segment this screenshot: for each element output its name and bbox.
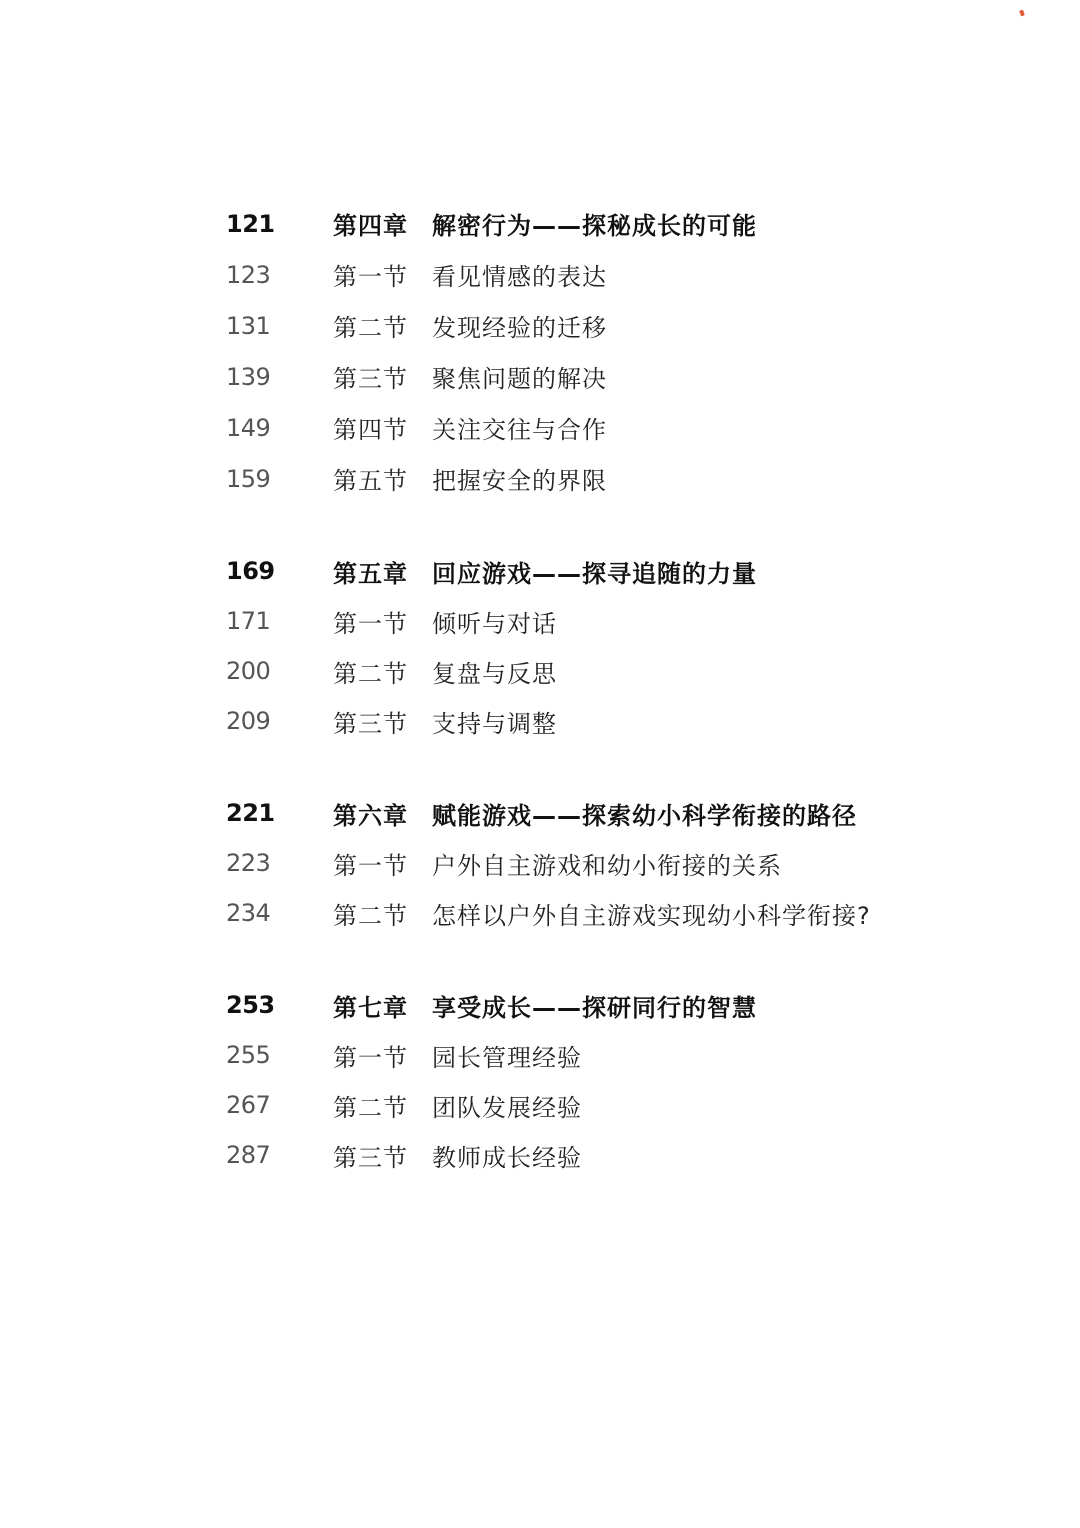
toc-section-row[interactable]	[226, 351, 1026, 402]
page-number: 255	[226, 1041, 271, 1069]
toc-section-row[interactable]	[226, 838, 1026, 888]
page-number: 171	[226, 607, 271, 635]
toc-section-row[interactable]	[226, 1080, 1026, 1130]
section-title: 户外自主游戏和幼小衔接的关系	[432, 851, 782, 880]
toc-section-row[interactable]	[226, 646, 1026, 696]
chapter-group-4	[226, 198, 1026, 504]
page-number: 234	[226, 899, 271, 927]
table-of-contents	[226, 198, 1026, 1222]
section-title: 教师成长经验	[432, 1143, 582, 1172]
chapter-label: 第七章	[333, 993, 408, 1022]
section-label: 第五节	[333, 467, 408, 495]
section-label: 第二节	[333, 901, 408, 930]
page-number: 221	[226, 799, 275, 827]
page-number: 121	[226, 209, 275, 238]
section-title: 团队发展经验	[432, 1093, 582, 1122]
chapter-label: 第五章	[333, 559, 408, 588]
toc-chapter-row[interactable]	[226, 546, 1026, 596]
section-label: 第二节	[333, 659, 408, 688]
toc-section-row[interactable]	[226, 596, 1026, 646]
section-title: 关注交往与合作	[432, 416, 607, 444]
section-label: 第一节	[333, 609, 408, 638]
toc-section-row[interactable]	[226, 1130, 1026, 1180]
section-title: 倾听与对话	[432, 609, 557, 638]
chapter-label: 第四章	[333, 212, 408, 240]
section-label: 第二节	[333, 314, 408, 342]
section-title: 怎样以户外自主游戏实现幼小科学衔接?	[432, 901, 871, 930]
chapter-title: 回应游戏——探寻追随的力量	[432, 559, 757, 588]
toc-section-row[interactable]	[226, 453, 1026, 504]
section-label: 第一节	[333, 1043, 408, 1072]
page-number: 223	[226, 849, 271, 877]
chapter-group-7	[226, 980, 1026, 1180]
page-number: 200	[226, 657, 271, 685]
toc-section-row[interactable]	[226, 300, 1026, 351]
chapter-title: 解密行为——探秘成长的可能	[432, 212, 757, 240]
section-label: 第一节	[333, 263, 408, 291]
chapter-title: 赋能游戏——探索幼小科学衔接的路径	[432, 801, 857, 830]
page-number: 253	[226, 991, 275, 1019]
page-number: 209	[226, 707, 271, 735]
section-title: 支持与调整	[432, 709, 557, 738]
page-number: 287	[226, 1141, 271, 1169]
toc-section-row[interactable]	[226, 402, 1026, 453]
toc-chapter-row[interactable]	[226, 198, 1026, 249]
toc-section-row[interactable]	[226, 888, 1026, 938]
section-title: 把握安全的界限	[432, 467, 607, 495]
page-number: 159	[226, 464, 271, 493]
page-number: 123	[226, 260, 271, 289]
toc-section-row[interactable]	[226, 1030, 1026, 1080]
chapter-label: 第六章	[333, 801, 408, 830]
corner-mark	[1019, 9, 1025, 16]
chapter-group-5	[226, 546, 1026, 746]
toc-chapter-row[interactable]	[226, 980, 1026, 1030]
page-number: 149	[226, 413, 271, 442]
section-label: 第三节	[333, 1143, 408, 1172]
section-label: 第一节	[333, 851, 408, 880]
toc-chapter-row[interactable]	[226, 788, 1026, 838]
section-title: 聚焦问题的解决	[432, 365, 607, 393]
chapter-title: 享受成长——探研同行的智慧	[432, 993, 757, 1022]
section-title: 看见情感的表达	[432, 263, 607, 291]
page-number: 139	[226, 362, 271, 391]
section-title: 复盘与反思	[432, 659, 557, 688]
page-number: 267	[226, 1091, 271, 1119]
section-label: 第四节	[333, 416, 408, 444]
section-title: 发现经验的迁移	[432, 314, 607, 342]
section-label: 第三节	[333, 365, 408, 393]
toc-section-row[interactable]	[226, 249, 1026, 300]
chapter-group-6	[226, 788, 1026, 938]
section-title: 园长管理经验	[432, 1043, 582, 1072]
toc-section-row[interactable]	[226, 696, 1026, 746]
section-label: 第三节	[333, 709, 408, 738]
page-number: 169	[226, 557, 275, 585]
section-label: 第二节	[333, 1093, 408, 1122]
page-number: 131	[226, 311, 271, 340]
